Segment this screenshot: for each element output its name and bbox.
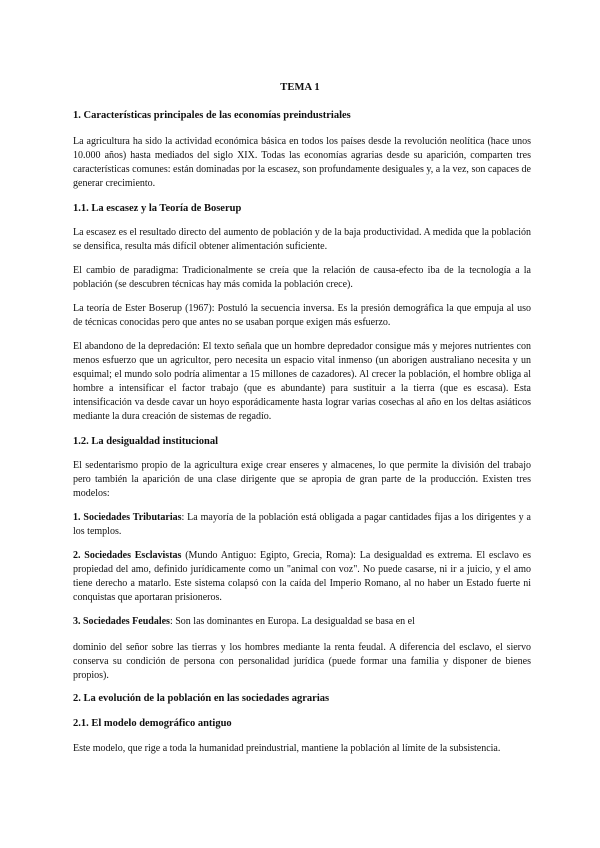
section-1-intro: La agricultura ha sido la actividad económica básica en todos los países desde la revolución neolítica (hace unos 10.000 años) hasta mediados del siglo XIX. Todas las economías agrarias desde su aparición, comparten tres características comunes: están dominadas por la escasez, son profundamente desiguales y, a la vez, son capaces de generar crecimiento. <box>73 136 531 189</box>
list-item-label: 2. Sociedades Esclavistas <box>73 550 182 561</box>
list-item-esclavistas <box>73 549 531 605</box>
list-item-feudales <box>73 615 531 629</box>
section-1-heading: 1. Características principales de las economías preindustriales <box>73 110 351 121</box>
section-1-2-intro: El sedentarismo propio de la agricultura exige crear enseres y almacenes, lo que permite la división del trabajo pero también la aparición de una clase dirigente que se apropia de gran parte de la producción. Existen tres modelos: <box>73 460 531 499</box>
section-2-1-heading: 2.1. El modelo demográfico antiguo <box>73 718 232 729</box>
section-1-2-heading: 1.2. La desigualdad institucional <box>73 436 218 447</box>
list-item-text: : La mayoría de la población está obligada a pagar cantidades fijas a los dirigentes y a los templos. <box>73 512 531 537</box>
document-title: TEMA 1 <box>280 82 320 93</box>
list-item-label: 3. Sociedades Feudales <box>73 616 170 627</box>
list-item-text: (Mundo Antiguo: Egipto, Grecia, Roma): La desigualdad es extrema. El esclavo es propiedad del amo, definido jurídicamente como un "animal con voz". No puede casarse, ni ir a juicio, y el amo tiene derecho a matarlo. Este sistema colapsó con la caída del Imperio Romano, al no haber un Estado fuerte ni conquistas que aportaran prisioneros. <box>73 550 532 603</box>
section-1-1-paragraph-4: El abandono de la depredación: El texto señala que un hombre depredador consigue más y mejores nutrientes con menos esfuerzo que un agricultor, pero necesita un espacio vital inmenso (un aborigen australiano necesita y un esquimal; el mundo solo podría alimentar a 15 millones de cazadores). Al crecer la población, el hombre obliga al hombre a intensificar el factor trabajo (que es abundante) para sustituir a la tierra (que es escasa). Esta intensificación va desde cavar un hoyo esporádicamente hasta lograr varias cosechas al año en los deltas asiáticos mediante la dura creación de sistemas de regadío. <box>73 341 531 422</box>
section-1-1-heading: 1.1. La escasez y la Teoría de Boserup <box>73 203 242 214</box>
section-2-heading: 2. La evolución de la población en las sociedades agrarias <box>73 693 330 704</box>
section-1-1-paragraph-2: El cambio de paradigma: Tradicionalmente se creía que la relación de causa-efecto iba de la tecnología a la población (se descubren técnicas hay más comida la población crece). <box>73 265 531 290</box>
section-1-1-paragraph-1: La escasez es el resultado directo del aumento de población y de la baja productividad. A medida que la población se densifica, resulta más difícil obtener alimentación suficiente. <box>73 227 531 252</box>
section-2-1-paragraph-1: Este modelo, que rige a toda la humanidad preindustrial, mantiene la población al límite de la subsistencia. <box>73 743 501 754</box>
section-1-1-paragraph-3: La teoría de Ester Boserup (1967): Postuló la secuencia inversa. Es la presión demográfica la que empuja al uso de técnicas conocidas pero que antes no se usaban porque exigen más esfuerzo. <box>73 303 531 328</box>
list-item-label: 1. Sociedades Tributarias <box>73 512 182 523</box>
list-item-text: : Son las dominantes en Europa. La desigualdad se basa en el <box>169 616 415 627</box>
list-item-feudales-continued: dominio del señor sobre las tierras y los hombres mediante la renta feudal. A diferencia del esclavo, el siervo conserva su condición de persona con personalidad jurídica (puede formar una familia y disponer de bienes propios). <box>73 642 531 681</box>
list-item-tributarias <box>73 511 531 539</box>
